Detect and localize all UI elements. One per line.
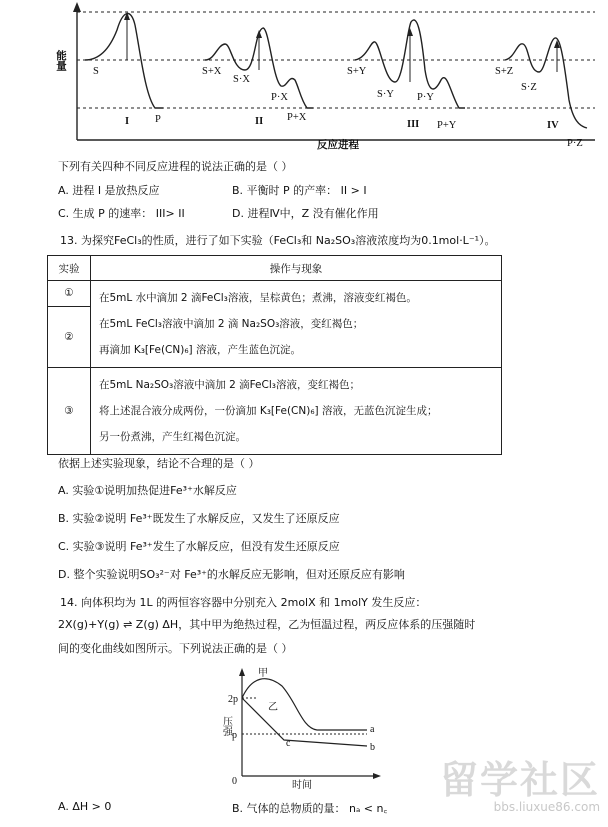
label-p2a: P·X xyxy=(271,92,288,103)
table-head-operation: 操作与现象 xyxy=(91,256,502,281)
row-3-line-1: 在5mL Na₂SO₃溶液中滴加 2 滴FeCl₃溶液，变红褐色； xyxy=(99,379,360,391)
y-axis-arrow xyxy=(73,2,81,12)
label-r2: II xyxy=(255,116,264,127)
row-3-line-3: 另一份煮沸，产生红褐色沉淀。 xyxy=(99,431,246,443)
label-p2b: P+X xyxy=(287,112,307,123)
row-1-line: 在5mL 水中滴加 2 滴FeCl₃溶液，呈棕黄色；煮沸，溶液变红褐色。 xyxy=(99,292,417,304)
label-s1: S xyxy=(93,66,99,77)
curve-jia-label: 甲 xyxy=(258,668,268,679)
tick-2p: 2p xyxy=(228,694,238,705)
graph-xlabel: 时间 xyxy=(292,780,312,791)
q12-option-b: B. 平衡时 P 的产率： II > I xyxy=(232,184,367,197)
row-text xyxy=(91,368,502,455)
row-id: ① xyxy=(48,281,91,307)
curve-yi-label: 乙 xyxy=(268,702,278,713)
q14-line-2: 2X(g)+Y(g) ⇌ Z(g) ΔH，其中甲为绝热过程，乙为恒温过程，两反应体系的压强随时 xyxy=(58,618,476,631)
tick-p: p xyxy=(232,730,237,741)
label-p1: P xyxy=(155,114,161,125)
label-r4: IV xyxy=(547,120,559,131)
row-3-line-2: 将上述混合液分成两份，一份滴加 K₃[Fe(CN)₆] 溶液，无蓝色沉淀生成； xyxy=(99,405,438,417)
label-s4b: S·Z xyxy=(521,82,537,93)
q14-line-1: 14. 向体积均为 1L 的两恒容容器中分别充入 2molX 和 1molY 发生反应： xyxy=(60,596,427,609)
q12-option-c: C. 生成 P 的速率： III> II xyxy=(58,207,185,220)
q14-line-3: 间的变化曲线如图所示。下列说法正确的是（ ） xyxy=(58,642,293,655)
label-p4a: P·Z xyxy=(567,138,583,149)
point-b: b xyxy=(370,742,375,753)
watermark-title: 留学社区 xyxy=(440,758,601,802)
label-s3b: S·Y xyxy=(377,89,394,100)
q14-option-a: A. ΔH > 0 xyxy=(58,800,112,813)
experiment-table xyxy=(47,255,502,455)
pressure-time-graph xyxy=(220,668,382,791)
q12-option-d: D. 进程Ⅳ中，Z 没有催化作用 xyxy=(232,207,379,220)
label-p3b: P+Y xyxy=(437,120,457,131)
q13-option-d: D. 整个实验说明SO₃²⁻对 Fe³⁺的水解反应无影响，但对还原反应有影响 xyxy=(58,568,405,581)
energy-diagram xyxy=(55,0,600,150)
q13-stem: 13. 为探究FeCl₃的性质，进行了如下实验（FeCl₃和 Na₂SO₃溶液浓度均为0.1mol·L⁻¹）。 xyxy=(60,234,496,247)
row-id: ② xyxy=(48,306,91,367)
label-s2a: S+X xyxy=(202,66,222,77)
label-s4a: S+Z xyxy=(495,66,514,77)
q12-option-a: A. 进程 I 是放热反应 xyxy=(58,184,160,197)
q12-stem: 下列有关四种不同反应进程的说法正确的是（ ） xyxy=(58,160,293,173)
row-id: ③ xyxy=(48,368,91,455)
table-head-experiment: 实验 xyxy=(48,256,91,281)
label-s3a: S+Y xyxy=(347,66,367,77)
graph-ylabel: 压强 xyxy=(220,716,232,736)
curve-process-4 xyxy=(505,38,587,128)
watermark-logo xyxy=(440,760,600,814)
point-c: c xyxy=(286,738,291,749)
row-text xyxy=(91,281,502,368)
row-2-line-1: 在5mL FeCl₃溶液中滴加 2 滴 Na₂SO₃溶液，变红褐色； xyxy=(99,318,364,330)
table-row xyxy=(48,281,502,307)
curve-jia xyxy=(242,679,367,730)
x-axis-label: 反应进程 xyxy=(317,139,359,151)
q13-option-a: A. 实验①说明加热促进Fe³⁺水解反应 xyxy=(58,484,237,497)
label-r1: I xyxy=(125,116,130,127)
point-a: a xyxy=(370,724,375,735)
q13-conclusion-stem: 依据上述实验现象，结论不合理的是（ ） xyxy=(58,457,260,470)
q13-option-c: C. 实验③说明 Fe³⁺发生了水解反应，但没有发生还原反应 xyxy=(58,540,340,553)
y-axis-label: 能量 xyxy=(55,50,67,71)
curve-process-1 xyxy=(85,14,163,108)
q13-option-b: B. 实验②说明 Fe³⁺既发生了水解反应，又发生了还原反应 xyxy=(58,512,340,525)
row-2-line-2: 再滴加 K₃[Fe(CN)₆] 溶液，产生蓝色沉淀。 xyxy=(99,344,301,356)
table-row xyxy=(48,368,502,455)
label-s2b: S·X xyxy=(233,74,250,85)
label-p3a: P·Y xyxy=(417,92,434,103)
q14-option-b: B. 气体的总物质的量： nₐ < n꜀ xyxy=(232,802,388,815)
watermark-url: bbs.liuxue86.com xyxy=(493,800,601,814)
origin-label: 0 xyxy=(232,776,237,787)
label-r3: III xyxy=(407,119,420,130)
